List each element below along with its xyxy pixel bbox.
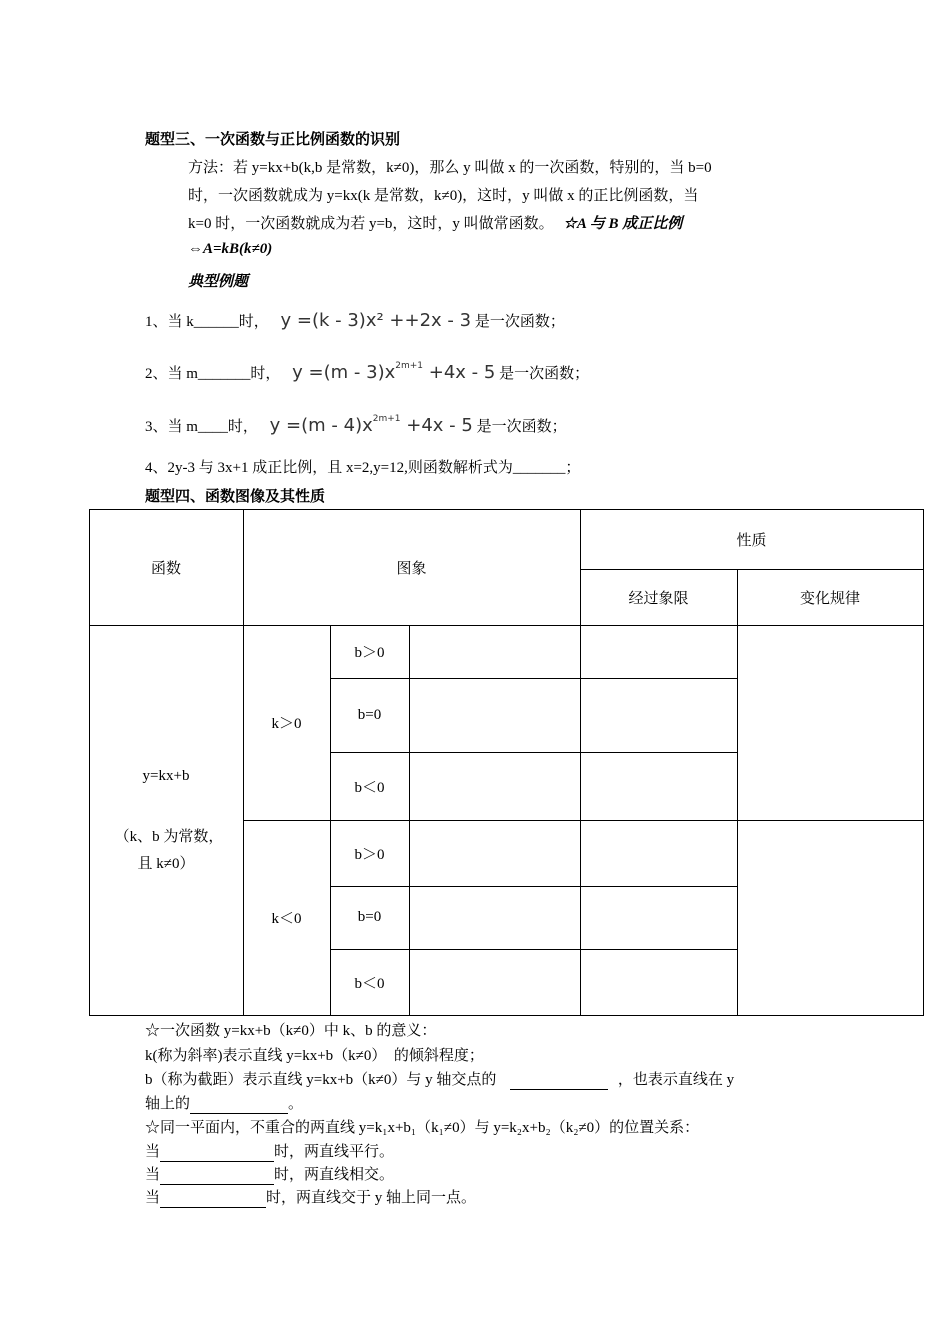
question-3 [145, 415, 567, 436]
note-intercept-text-a: b（称为截距）表示直线 y=kx+b（k≠0）与 y 轴交点的 [145, 1072, 497, 1088]
note-parallel-text: 时，两直线平行。 [274, 1144, 395, 1160]
note-axis [145, 1092, 303, 1114]
header-function: 函数 [150, 560, 181, 577]
note-slope: k(称为斜率)表示直线 y=kx+b（k≠0） 的倾斜程度； [145, 1048, 484, 1064]
note-intercept [145, 1068, 734, 1090]
blank-axis [190, 1096, 288, 1114]
note-same-point-text: 时，两直线交于 y 轴上同一点。 [266, 1190, 477, 1206]
q1-suffix: 是一次函数； [474, 314, 565, 330]
q1-formula: y =(k - 3)x² ++2x - 3 [280, 310, 472, 331]
method-line-3-text: k=0 时，一次函数就成为若 y=b，这时，y 叫做常函数。 [188, 216, 554, 232]
note-intercept-text-b: ，也表示直线在 y [617, 1072, 735, 1088]
blank-intercept [510, 1072, 608, 1090]
section3-title: 题型三、一次函数与正比例函数的识别 [145, 132, 401, 148]
method-line-3 [188, 212, 682, 233]
q2-suffix: 是一次函数； [499, 366, 590, 382]
header-graph: 图象 [396, 560, 427, 577]
k-negative-label: k＜0 [271, 911, 302, 927]
note-axis-text-b: 。 [288, 1096, 304, 1112]
method-line-1: 方法：若 y=kx+b(k,b 是常数，k≠0)，那么 y 叫做 x 的一次函数，特别的，当 b=0 [188, 160, 712, 176]
when-label: 当 [145, 1144, 161, 1160]
question-1 [145, 310, 565, 331]
b-negative-label: b＜0 [354, 779, 385, 796]
b-negative-label: b＜0 [354, 975, 385, 992]
note-relation: ☆同一平面内，不重合的两直线 y=k₁x+b₁（k₁≠0）与 y=k₂x+b₂（k₂≠0）的位置关系： [145, 1120, 700, 1136]
note-intersect [145, 1163, 394, 1185]
q3-prefix: 3、当 m____时， [145, 419, 258, 435]
header-property: 性质 [736, 532, 767, 549]
question-4: 4、2y-3 与 3x+1 成正比例，且 x=2,y=12,则函数解析式为_______； [145, 460, 581, 476]
b-zero-label: b=0 [357, 706, 382, 723]
blank-intersect [160, 1167, 274, 1185]
section4-title: 题型四、函数图像及其性质 [145, 489, 326, 505]
q3-formula [270, 415, 473, 436]
q2-formula-rest: +4x - 5 [423, 362, 496, 383]
b-positive-label: b＞0 [354, 846, 385, 863]
header-quadrants: 经过象限 [628, 590, 689, 607]
q1-prefix: 1、当 k______时， [145, 314, 269, 330]
function-note-2: 且 k≠0） [137, 856, 195, 872]
question-2 [145, 362, 589, 383]
star-note-equivalence: ⇔A=kB(k≠0) [188, 241, 273, 257]
note-parallel [145, 1140, 394, 1162]
note-same-point [145, 1186, 476, 1208]
q2-formula [292, 362, 495, 383]
q2-formula-exponent: 2m+1 [395, 361, 424, 371]
header-trend: 变化规律 [799, 590, 860, 607]
b-positive-label: b＞0 [354, 645, 385, 661]
q2-formula-base: y =(m - 3)x [292, 362, 396, 383]
q3-formula-exponent: 2m+1 [372, 414, 401, 424]
blank-parallel [160, 1144, 274, 1162]
b-zero-label: b=0 [357, 909, 382, 925]
k-positive-label: k＞0 [271, 716, 302, 732]
method-line-2: 时，一次函数就成为 y=kx(k 是常数，k≠0)，这时，y 叫做 x 的正比例函数，当 [188, 188, 699, 204]
note-axis-text-a: 轴上的 [145, 1096, 191, 1112]
star-note-proportional: ☆A 与 B 成正比例 [563, 216, 683, 232]
note-intersect-text: 时，两直线相交。 [274, 1167, 395, 1183]
q3-formula-base: y =(m - 4)x [269, 415, 373, 436]
examples-title: 典型例题 [188, 274, 249, 290]
when-label: 当 [145, 1190, 161, 1206]
q3-formula-rest: +4x - 5 [400, 415, 473, 436]
function-note-1: （k、b 为常数， [114, 829, 224, 845]
blank-same-point [160, 1190, 266, 1208]
q3-suffix: 是一次函数； [476, 419, 567, 435]
note-meaning: ☆一次函数 y=kx+b（k≠0）中 k、b 的意义： [145, 1023, 437, 1039]
function-formula: y=kx+b [142, 768, 190, 784]
q2-prefix: 2、当 m_______时， [145, 366, 281, 382]
when-label: 当 [145, 1167, 161, 1183]
